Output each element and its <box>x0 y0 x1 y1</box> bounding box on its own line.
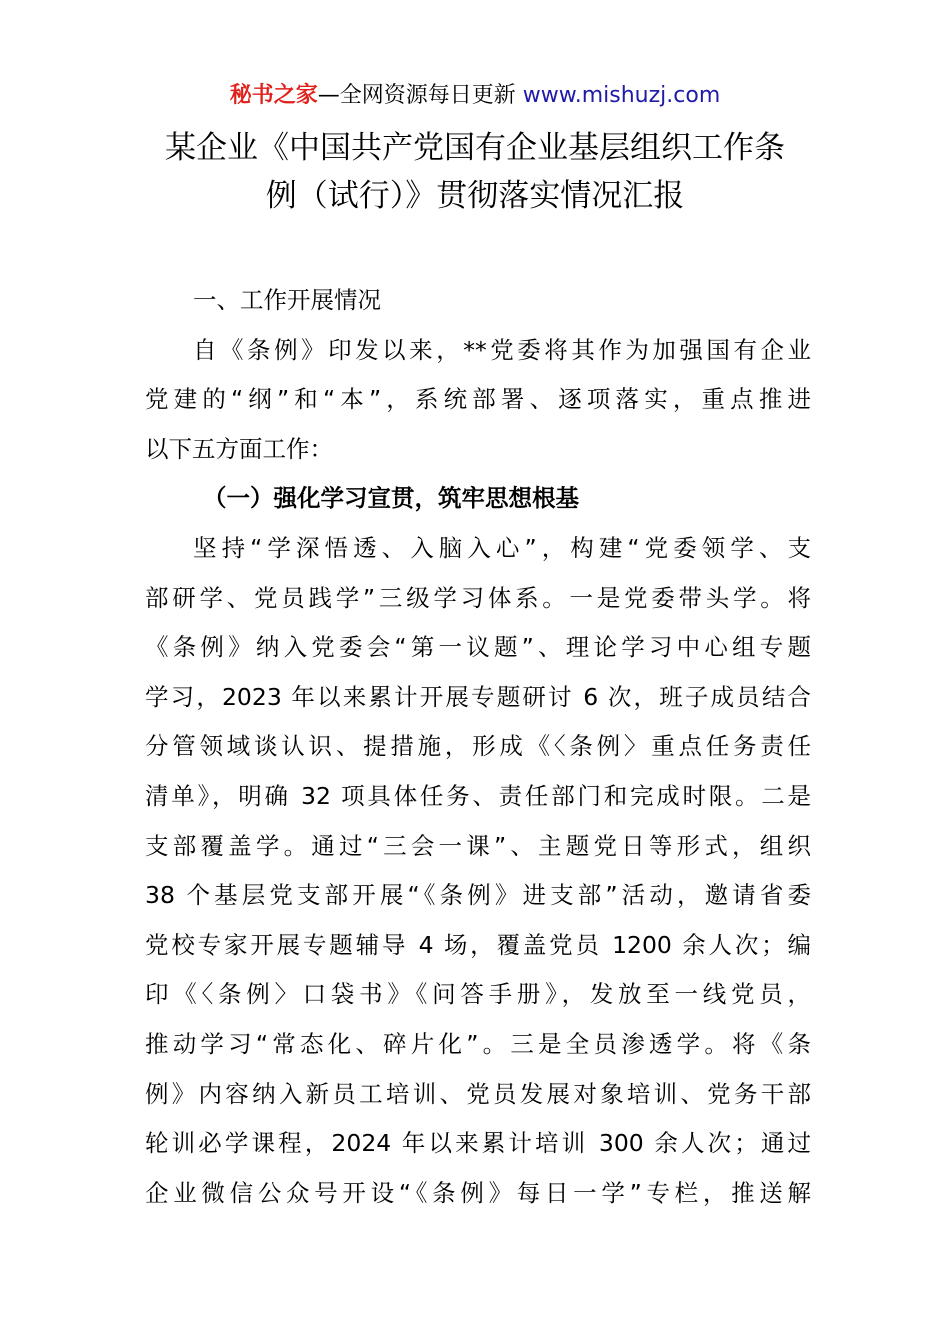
document-body <box>145 276 811 1218</box>
body-line: 《条例》纳入党委会“第一议题”、理论学习中心组专题 <box>145 633 811 662</box>
body-line: 以下五方面工作： <box>145 434 333 463</box>
body-line: 38 个基层党支部开展“《条例》进支部”活动，邀请省委 <box>145 881 811 910</box>
body-line: 例》内容纳入新员工培训、党员发展对象培训、党务干部 <box>145 1079 811 1108</box>
body-line: 轮训必学课程，2024 年以来累计培训 300 余人次；通过 <box>145 1129 811 1158</box>
document-title <box>100 124 850 220</box>
body-line: 清单》，明确 32 项具体任务、责任部门和完成时限。二是 <box>145 781 811 810</box>
body-line: 推动学习“常态化、碎片化”。三是全员渗透学。将《条 <box>145 1029 811 1058</box>
brand-name: 秘书之家 <box>229 83 318 108</box>
body-line: 分管领域谈认识、提措施，形成《〈条例〉重点任务责任 <box>145 732 811 761</box>
site-url-link[interactable]: www.mishuzj.com <box>522 83 721 108</box>
subsection-heading: （一）强化学习宣贯，筑牢思想根基 <box>203 484 579 513</box>
body-line: 学习，2023 年以来累计开展专题研讨 6 次，班子成员结合 <box>145 682 811 711</box>
body-line: 党校专家开展专题辅导 4 场，覆盖党员 1200 余人次；编 <box>145 930 811 959</box>
body-line: 支部覆盖学。通过“三会一课”、主题党日等形式，组织 <box>145 831 811 860</box>
body-line: 党建的“纲”和“本”，系统部署、逐项落实，重点推进 <box>145 385 811 414</box>
title-line-2: 例（试行）》贯彻落实情况汇报 <box>265 178 685 214</box>
section-heading: 一、工作开展情况 <box>193 286 381 314</box>
site-header <box>0 80 950 112</box>
body-line: 自《条例》印发以来，**党委将其作为加强国有企业 <box>193 335 811 364</box>
body-line: 部研学、党员践学”三级学习体系。一是党委带头学。将 <box>145 583 811 612</box>
body-line: 企业微信公众号开设“《条例》每日一学”专栏，推送解 <box>145 1178 811 1207</box>
body-line: 坚持“学深悟透、入脑入心”，构建“党委领学、支 <box>193 533 811 562</box>
title-line-1: 某企业《中国共产党国有企业基层组织工作条 <box>165 130 785 166</box>
body-line: 印《〈条例〉口袋书》《问答手册》，发放至一线党员， <box>145 980 811 1009</box>
header-tagline: —全网资源每日更新 <box>317 83 523 108</box>
